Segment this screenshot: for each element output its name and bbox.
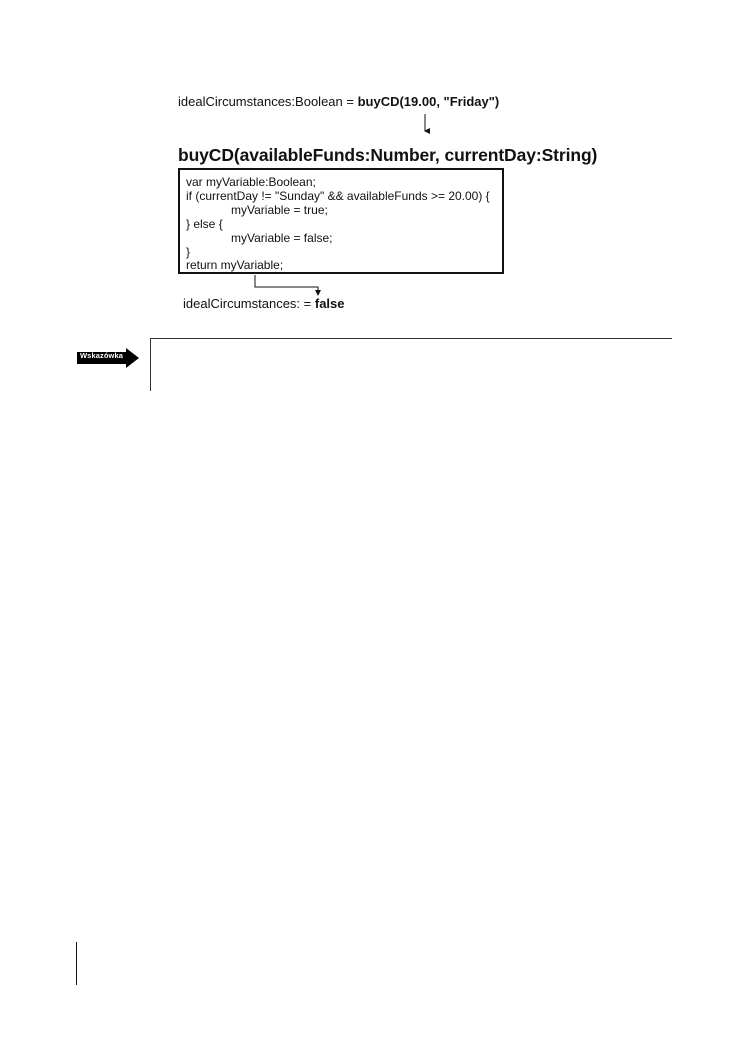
tip-badge — [76, 347, 140, 369]
call-expression: buyCD(19.00, "Friday") — [357, 94, 500, 109]
code-line-3: myVariable = true; — [231, 203, 328, 217]
code-line-5: myVariable = false; — [231, 231, 333, 245]
return-to-result-arrow — [255, 275, 318, 292]
tip-label: Wskazówka — [80, 351, 123, 360]
code-line-7: return myVariable; — [186, 258, 284, 272]
code-line-6: } — [186, 245, 191, 259]
code-line-2: if (currentDay != "Sunday" && availableFunds >= 20.00) { — [186, 189, 490, 203]
call-prefix: idealCircumstances:Boolean = — [178, 94, 358, 109]
function-signature: buyCD(availableFunds:Number, currentDay:String) — [178, 145, 598, 165]
return-arrowhead — [315, 290, 321, 296]
code-line-1: var myVariable:Boolean; — [186, 175, 316, 189]
result-value: false — [314, 296, 345, 311]
code-line-4: } else { — [186, 217, 223, 231]
result-prefix: idealCircumstances: = — [183, 296, 315, 311]
